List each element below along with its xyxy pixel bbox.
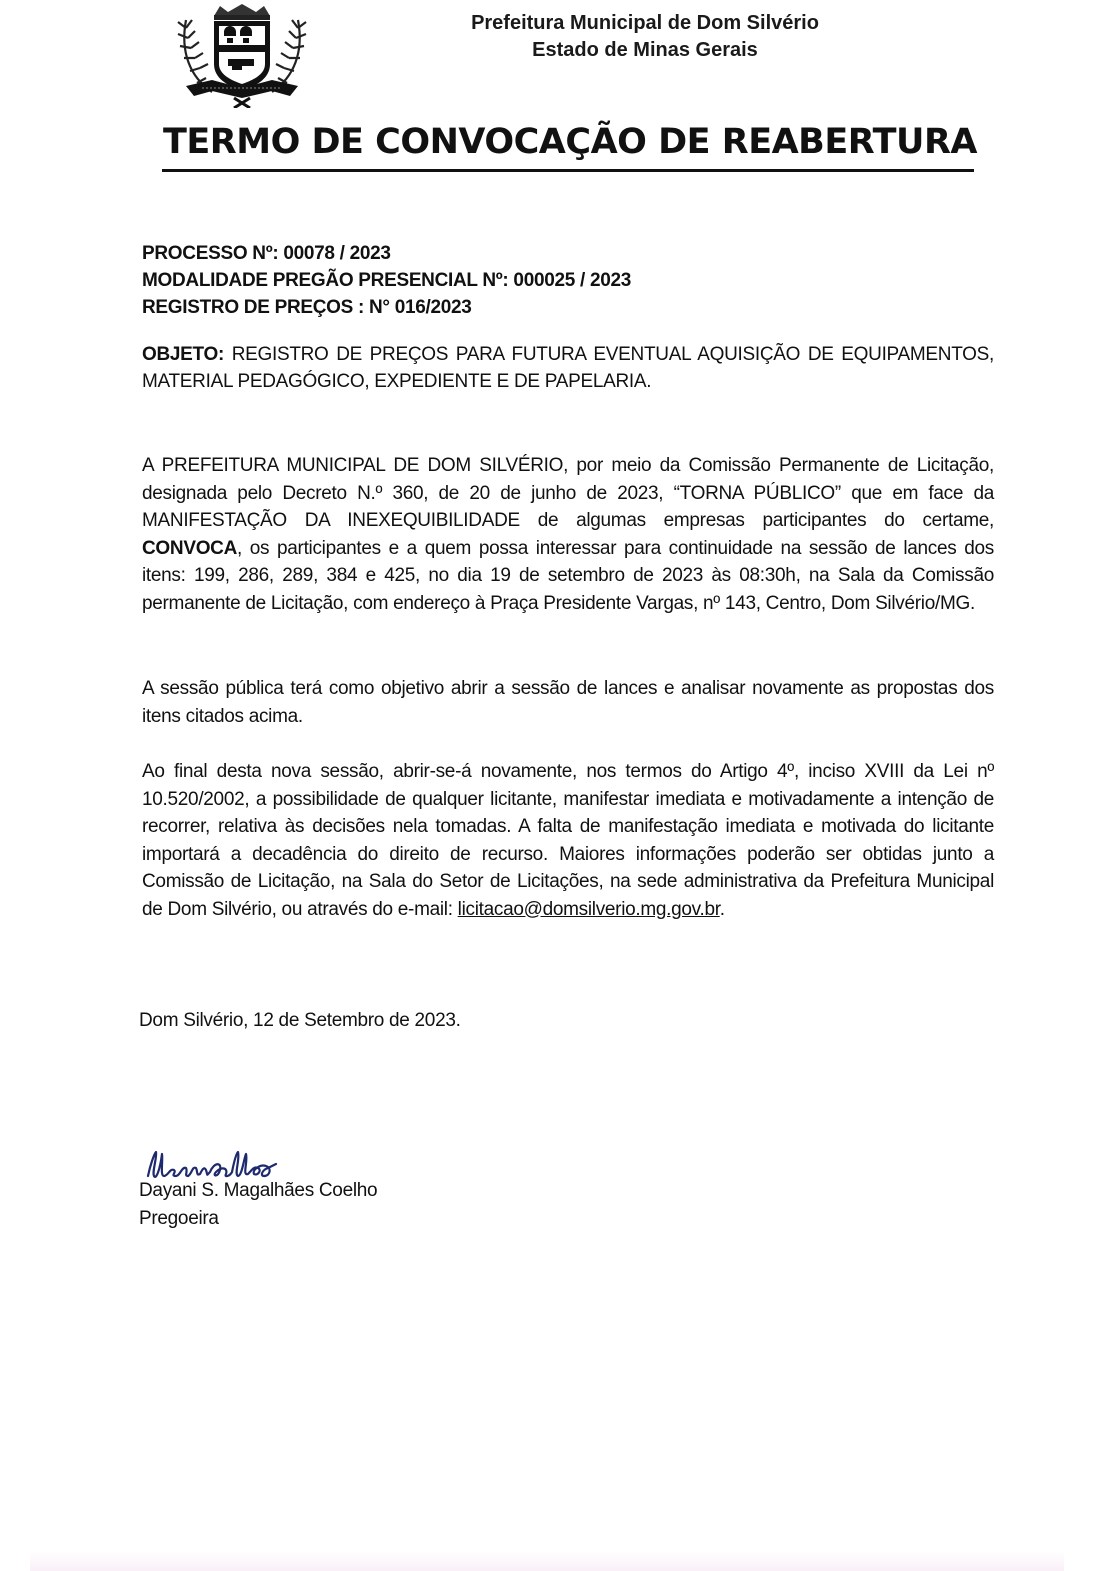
signer-name: Dayani S. Magalhães Coelho <box>139 1180 378 1201</box>
convocation-paragraph <box>142 452 994 617</box>
session-objective-paragraph: A sessão pública terá como objetivo abrir a sessão de lances e analisar novamente as propostas dos itens citados acima. <box>142 678 994 727</box>
objeto-label: OBJETO: <box>142 344 225 365</box>
objeto-section <box>142 341 994 395</box>
appeal-info-end: . <box>719 898 725 920</box>
registro-precos-number: REGISTRO DE PREÇOS : N° 016/2023 <box>142 297 472 318</box>
reference-block <box>142 240 631 321</box>
objeto-text: REGISTRO DE PREÇOS PARA FUTURA EVENTUAL AQUISIÇÃO DE EQUIPAMENTOS, MATERIAL PEDAGÓGICO, EXPEDIENTE E DE PAPELARIA. <box>142 344 994 392</box>
letterhead-state: Estado de Minas Gerais <box>532 39 758 61</box>
contact-email-link[interactable]: licitacao@domsilverio.mg.gov.br <box>457 898 720 920</box>
signer-block <box>139 1177 377 1233</box>
convocation-text-start: A PREFEITURA MUNICIPAL DE DOM SILVÉRIO, por meio da Comissão Permanente de Licitação, designada pelo Decreto N.º 360, de 20 de junho de 2023, “TORNA PÚBLICO” que em face da MANIFESTAÇÃO DA INEXEQUIBILIDADE de algumas empresas participantes do certame, <box>142 455 994 531</box>
document-title: TERMO DE CONVOCAÇÃO DE REABERTURA <box>163 122 977 162</box>
modalidade-number: MODALIDADE PREGÃO PRESENCIAL Nº: 000025 / 2023 <box>142 270 632 291</box>
place-date-line: Dom Silvério, 12 de Setembro de 2023. <box>139 1010 461 1031</box>
convocation-text-end: , os participantes e a quem possa interessar para continuidade na sessão de lances dos itens: 199, 286, 289, 384 e 425, no dia 19 de setembro de 2023 às 08:30h, na Sala da Comissão permanente de Licitação, com endereço à Praça Presidente Vargas, nº 143, Centro, Dom Silvério/MG. <box>142 537 994 614</box>
letterhead <box>400 10 890 64</box>
appeal-info-paragraph <box>142 758 994 923</box>
signer-role: Pregoeira <box>139 1208 219 1229</box>
municipal-coat-of-arms-icon <box>172 2 312 108</box>
processo-number: PROCESSO Nº: 00078 / 2023 <box>142 243 391 264</box>
title-underline <box>162 169 974 172</box>
appeal-info-text: Ao final desta nova sessão, abrir-se-á novamente, nos termos do Artigo 4º, inciso XVIII da Lei nº 10.520/2002, a possibilidade de qualquer licitante, manifestar imediata e motivadamente a intenção de recorrer, relativa às decisões nela tomadas. A falta de manifestação imediata e motivada do licitante importará a decadência do direito de recurso. Maiores informações poderão ser obtidas junto a Comissão de Licitação, na Sala do Setor de Licitações, na sede administrativa da Prefeitura Municipal de Dom Silvério, ou através do e-mail: <box>142 761 994 920</box>
convoca-emphasis: CONVOCA <box>142 537 238 559</box>
letterhead-municipality: Prefeitura Municipal de Dom Silvério <box>471 12 819 34</box>
